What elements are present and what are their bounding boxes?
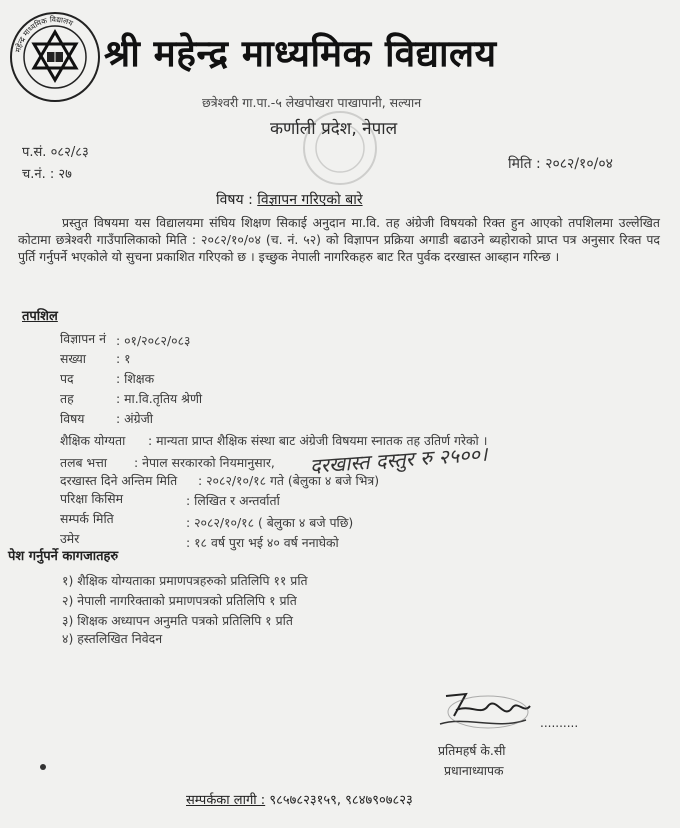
signer-name: प्रतिमहर्ष के.सी — [438, 743, 506, 758]
contact-numbers: ९८५७८२३१५९, ९८४७९०७८२३ — [269, 793, 413, 808]
detail-label: विषय — [60, 411, 85, 426]
handwritten-fee-note: दरखास्त दस्तुर रु २५००। — [309, 441, 489, 478]
detail-label: विज्ञापन नं — [60, 331, 106, 346]
address-line-2: कर्णाली प्रदेश, नेपाल — [270, 119, 398, 139]
address-line-1: छत्रेश्वरी गा.पा.-५ लेखपोखरा पाखापानी, सल्यान — [202, 95, 422, 110]
detail-value: : २०८२/१०/१८ ( बेलुका ४ बजे पछि) — [186, 515, 354, 530]
notice-paragraph — [18, 214, 660, 265]
detail-value: : १ — [116, 351, 131, 366]
documents-title: पेश गर्नुपर्ने कागजातहरु — [8, 549, 119, 564]
details-title: तपशिल — [22, 309, 58, 324]
detail-label: सख्या — [60, 351, 87, 366]
detail-label: सम्पर्क मिति — [60, 511, 114, 526]
detail-value: : नेपाल सरकारको नियमानुसार, — [134, 455, 275, 470]
school-name: श्री महेन्द्र माध्यमिक विद्यालय — [104, 32, 497, 75]
detail-value: : अंग्रेजी — [116, 411, 153, 426]
document-item: १) शैक्षिक योग्यताका प्रमाणपत्रहरुको प्रतिलिपि ११ प्रति — [62, 573, 308, 588]
detail-label: उमेर — [60, 531, 80, 546]
svg-text:महेन्द्र माध्यमिक विद्यालय: महेन्द्र माध्यमिक विद्यालय — [13, 14, 75, 53]
detail-label: पद — [60, 371, 74, 386]
detail-value: : १८ वर्ष पुरा भई ४० वर्ष ननाघेको — [186, 535, 339, 550]
detail-label: तह — [60, 391, 74, 406]
ink-dot — [40, 764, 46, 770]
subject-text: विज्ञापन गरिएको बारे — [257, 192, 363, 208]
contact-label: सम्पर्कका लागी : — [186, 793, 266, 808]
contact-line — [186, 790, 413, 808]
detail-value: : लिखित र अन्तर्वार्ता — [186, 493, 280, 508]
reference-cn: च.नं. : २७ — [22, 167, 72, 182]
principal-signature — [426, 686, 546, 738]
detail-label: शैक्षिक योग्यता — [60, 433, 126, 448]
detail-value: : ०१/२०८२/०८३ — [116, 333, 191, 348]
document-item: २) नेपाली नागरिक्ताको प्रमाणपत्रको प्रतिलिपि १ प्रति — [62, 593, 297, 608]
subject-line — [216, 190, 363, 209]
detail-value: : २०८२/१०/१८ गते (बेलुका ४ बजे भित्र) — [198, 473, 380, 488]
document-item: ४) हस्तलिखित निवेदन — [62, 631, 163, 646]
reference-ps: प.सं. ०८२/८३ — [22, 145, 89, 160]
detail-value: : मान्यता प्राप्त शैक्षिक संस्था बाट अंग्रेजी विषयमा स्नातक तह उतिर्ण गरेको । — [148, 433, 488, 448]
signer-title: प्रधानाध्यापक — [444, 763, 504, 778]
notice-paragraph-text: प्रस्तुत विषयमा यस विद्यालयमा संघिय शिक्षण सिकाई अनुदान मा.वि. तह अंग्रेजी विषयको रिक्त हुन आएको तपशिलमा उल्लेखित कोटामा छत्रेश्वरी गाउँपालिकाको मिति : २०८२/१०/०४ (च. नं. ५२) को विज्ञापन प्रक्रिया अगाडी बढाउने ब्यहोराको प्राप्त पत्र अनुसार रिक्त पद पुर्ति गर्नुपर्ने भएकोले यो सुचना प्रकाशित गरिएको छ । इच्छुक नेपाली नागरिकहरु बाट रित पुर्वक दरखास्त आब्हान गरिन्छ । — [18, 215, 660, 264]
detail-value: : मा.वि.तृतिय श्रेणी — [116, 391, 203, 406]
detail-label: परिक्षा किसिम — [60, 491, 124, 506]
detail-label: दरखास्त दिने अन्तिम मिति — [60, 473, 178, 488]
detail-value: : शिक्षक — [116, 371, 155, 386]
detail-label: तलब भत्ता — [60, 455, 107, 470]
school-logo-seal — [8, 10, 102, 104]
signature-dots: .......... — [540, 716, 579, 730]
document-item: ३) शिक्षक अध्यापन अनुमति पत्रको प्रतिलिपि १ प्रति — [62, 613, 293, 628]
letter-date: मिति : २०८२/१०/०४ — [508, 156, 613, 172]
subject-label: विषय : — [216, 192, 253, 208]
